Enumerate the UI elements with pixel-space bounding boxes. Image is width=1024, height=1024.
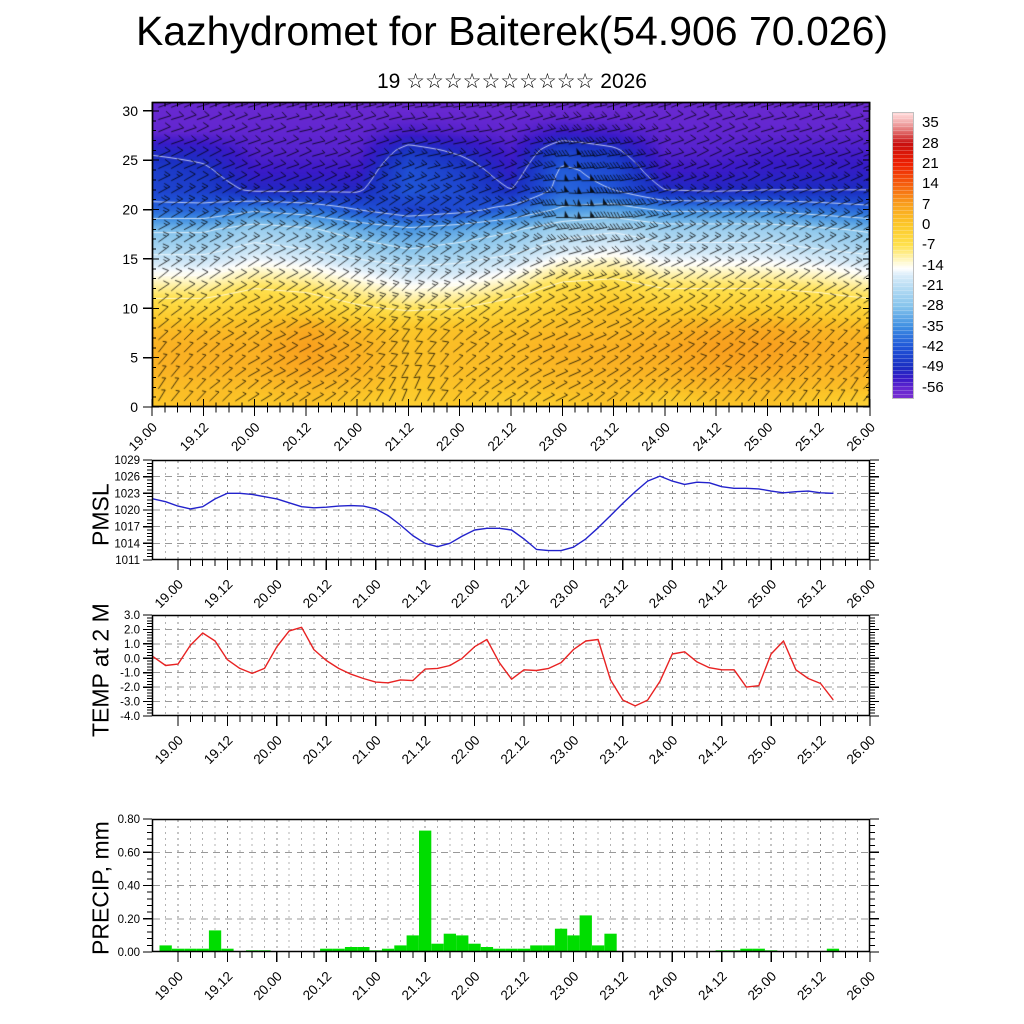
precip-x-label: 23.00 — [547, 968, 582, 1004]
temp-x-label: 22.00 — [448, 732, 483, 768]
pmsl-x-label: 21.00 — [349, 576, 384, 612]
cross-section-x-label: 25.00 — [741, 419, 776, 455]
precip-bar — [419, 831, 431, 952]
temp-y-label: -3.0 — [120, 696, 140, 709]
cross-section-y-label: 30 — [122, 102, 138, 119]
pmsl-line — [153, 476, 833, 550]
temp-axis-title: TEMP at 2 M — [87, 603, 114, 737]
colorbar-label: -28 — [922, 297, 944, 315]
cross-section-x-label: 20.12 — [279, 419, 314, 455]
temp-x-label: 24.00 — [645, 732, 681, 768]
precip-bar — [567, 935, 579, 952]
temp-x-label: 21.00 — [349, 732, 384, 768]
cross-section-x-label: 19.00 — [125, 419, 161, 455]
cross-section-x-label: 23.00 — [535, 419, 571, 455]
temp-y-label: 2.0 — [124, 624, 140, 637]
temp-y-label: -4.0 — [120, 711, 140, 723]
colorbar-label: 35 — [922, 114, 939, 132]
precip-bar — [456, 935, 468, 952]
pmsl-x-label: 26.00 — [843, 576, 879, 612]
cross-section-y-label: 0 — [130, 399, 138, 415]
temp-x-label: 24.12 — [695, 732, 730, 768]
pmsl-y-label: 1026 — [114, 471, 140, 484]
temp-y-label: 3.0 — [124, 610, 140, 622]
cross-section-x-label: 25.12 — [792, 419, 827, 455]
temp-y-label: -1.0 — [120, 667, 140, 680]
precip-x-label: 21.00 — [349, 968, 384, 1004]
pmsl-frame — [153, 461, 870, 560]
pmsl-y-label: 1014 — [114, 538, 140, 551]
cross-section-x-label: 24.12 — [689, 419, 725, 455]
cross-section-x-label: 21.12 — [382, 419, 417, 455]
pmsl-x-label: 23.00 — [547, 576, 582, 612]
colorbar-label: -21 — [922, 277, 944, 295]
cross-section-y-label: 20 — [122, 201, 138, 218]
cross-section-y-label: 15 — [122, 250, 138, 267]
colorbar-label: 14 — [922, 175, 939, 193]
precip-bars — [160, 831, 840, 952]
cross-section-x-label: 24.00 — [638, 419, 673, 455]
pmsl-x-label: 19.12 — [201, 576, 236, 612]
temp-panel — [120, 610, 879, 767]
temp-x-label: 20.00 — [250, 732, 285, 768]
colorbar-label: -42 — [922, 338, 944, 356]
precip-bar — [580, 915, 592, 952]
cross-section-frame — [153, 103, 870, 407]
temp-y-label: -2.0 — [120, 682, 140, 695]
colorbar-label: -49 — [922, 358, 944, 376]
pmsl-x-label: 25.00 — [744, 576, 780, 612]
colorbar-label: 0 — [922, 215, 931, 233]
colorbar-label: -35 — [922, 317, 944, 335]
precip-y-label: 0.60 — [117, 847, 140, 860]
colorbar-label: 21 — [922, 154, 939, 172]
pmsl-y-label: 1023 — [114, 488, 140, 501]
precip-axis-title: PRECIP, mm — [87, 821, 114, 955]
temp-line — [153, 627, 833, 706]
precip-x-label: 22.12 — [497, 968, 533, 1004]
precip-bar — [444, 934, 456, 952]
precip-x-label: 21.12 — [398, 968, 434, 1004]
temp-y-label: 1.0 — [124, 638, 140, 651]
precip-y-label: 0.80 — [117, 814, 140, 826]
precip-x-label: 20.00 — [250, 968, 285, 1004]
pmsl-y-label: 1017 — [114, 521, 140, 534]
precip-x-label: 20.12 — [299, 968, 335, 1004]
temp-x-label: 25.00 — [744, 732, 780, 768]
precip-x-label: 22.00 — [448, 968, 483, 1004]
colorbar-label: -7 — [922, 236, 936, 254]
precip-bar — [209, 930, 221, 952]
precip-x-label: 26.00 — [843, 968, 879, 1004]
cross-section-x-label: 22.12 — [484, 419, 520, 455]
precip-x-label: 19.00 — [151, 968, 187, 1004]
precip-bar — [604, 934, 616, 952]
precip-panel — [118, 814, 879, 1003]
precip-y-label: 0.00 — [117, 947, 140, 959]
pmsl-panel — [114, 455, 879, 611]
temp-y-label: 0.0 — [124, 653, 140, 666]
pmsl-x-label: 19.00 — [151, 576, 187, 612]
cross-section-x-label: 22.00 — [433, 419, 468, 455]
cross-section-y-label: 10 — [122, 300, 138, 317]
pmsl-x-label: 20.12 — [299, 576, 335, 612]
temp-x-label: 25.12 — [794, 732, 829, 768]
cross-section-y-label: 25 — [122, 152, 138, 169]
cross-section-x-label: 19.12 — [176, 419, 212, 455]
precip-x-label: 24.12 — [695, 968, 730, 1004]
temp-frame — [153, 616, 870, 716]
pmsl-x-label: 21.12 — [398, 576, 434, 612]
cross-section-x-label: 26.00 — [843, 419, 879, 455]
precip-x-label: 23.12 — [596, 968, 631, 1004]
temp-x-label: 21.12 — [398, 732, 434, 768]
colorbar-label: -14 — [922, 256, 944, 274]
precip-x-label: 24.00 — [645, 968, 681, 1004]
pmsl-x-label: 25.12 — [794, 576, 829, 612]
precip-bar — [407, 935, 419, 952]
pmsl-y-label: 1011 — [115, 555, 140, 567]
precip-bar — [555, 929, 567, 952]
page-title: Kazhydromet for Baiterek(54.906 70.026) — [135, 8, 889, 54]
precip-x-label: 25.12 — [794, 968, 829, 1004]
precip-y-label: 0.20 — [117, 913, 140, 926]
cross-section-y-label: 5 — [130, 349, 138, 366]
temp-x-label: 19.00 — [151, 732, 187, 768]
pmsl-y-label: 1020 — [114, 505, 140, 517]
pmsl-x-label: 24.12 — [695, 576, 730, 612]
temp-x-label: 23.12 — [596, 732, 631, 768]
colorbar-label: 28 — [922, 134, 939, 152]
colorbar-label: -56 — [922, 378, 944, 396]
pmsl-axis-title: PMSL — [87, 483, 114, 547]
pmsl-x-label: 22.00 — [448, 576, 483, 612]
pmsl-x-label: 22.12 — [497, 576, 533, 612]
temp-x-label: 22.12 — [497, 732, 533, 768]
cross-section-x-label: 23.12 — [587, 419, 622, 455]
page-subtitle: 19 ☆☆☆☆☆☆☆☆☆☆ 2026 — [376, 70, 647, 93]
pmsl-x-label: 24.00 — [645, 576, 681, 612]
temp-x-label: 19.12 — [201, 732, 236, 768]
colorbar-label: 7 — [922, 195, 931, 213]
cross-section-axes — [122, 102, 878, 454]
temp-x-label: 20.12 — [299, 732, 335, 768]
precip-y-label: 0.40 — [117, 880, 140, 893]
cross-section-x-label: 20.00 — [228, 419, 263, 455]
precip-frame — [153, 820, 870, 952]
cross-section-x-label: 21.00 — [330, 419, 366, 455]
precip-x-label: 19.12 — [201, 968, 236, 1004]
pmsl-x-label: 20.00 — [250, 576, 285, 612]
temp-x-label: 23.00 — [547, 732, 582, 768]
pmsl-y-label: 1029 — [114, 455, 140, 467]
precip-x-label: 25.00 — [744, 968, 780, 1004]
temp-x-label: 26.00 — [843, 732, 879, 768]
pmsl-x-label: 23.12 — [596, 576, 631, 612]
